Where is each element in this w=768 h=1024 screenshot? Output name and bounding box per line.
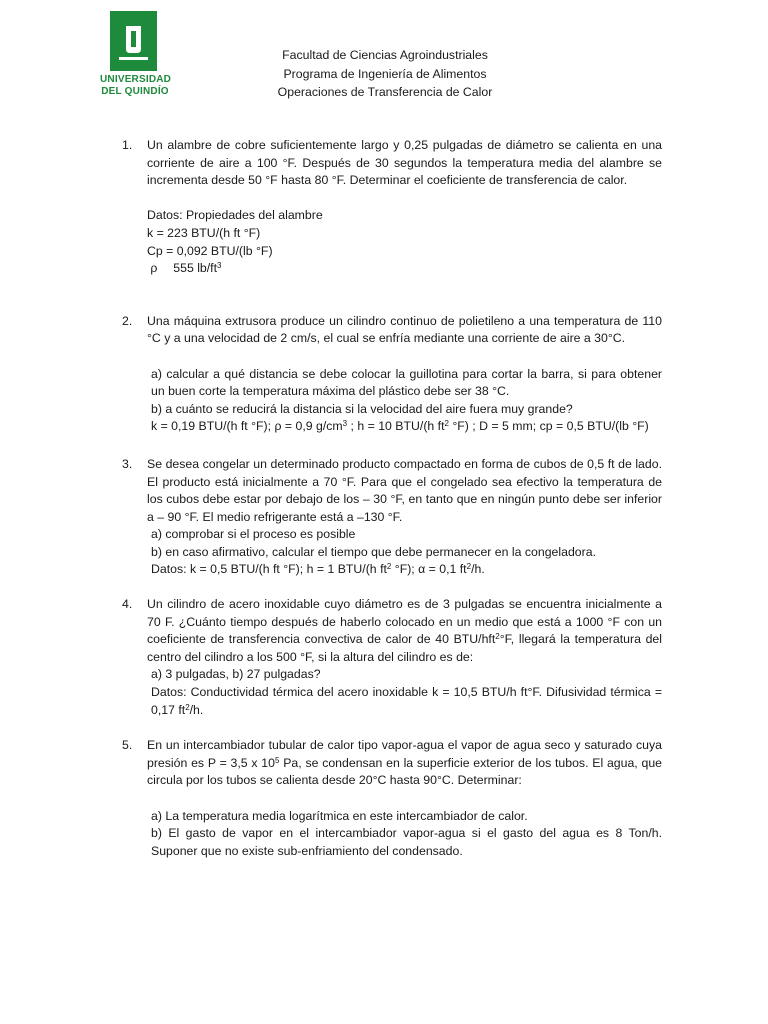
problem-statement: Un alambre de cobre suficientemente largo y 0,25 pulgadas de diámetro se calienta en una corriente de aire a 100 °F. Después de 30 segundos la temperatura media del alambre se incrementa desde 50 °F hasta 80 °F. Determinar el coeficiente de transferencia de calor. <box>147 138 662 188</box>
problem-list <box>122 137 662 860</box>
density-value: 555 lb/ft <box>173 261 218 276</box>
density-exponent: 3 <box>217 261 222 271</box>
program-name: Programa de Ingeniería de Alimentos <box>283 66 487 81</box>
part-a: a) La temperatura media logarítmica en este intercambiador de calor. <box>151 808 528 823</box>
faculty-name: Facultad de Ciencias Agroindustriales <box>282 48 488 62</box>
data-density <box>147 260 662 278</box>
problem-number: 1. <box>122 138 133 152</box>
course-name: Operaciones de Transferencia de Calor <box>277 85 493 99</box>
problem-number: 2. <box>122 313 133 328</box>
problem-2 <box>122 313 662 436</box>
problem-number: 4. <box>122 597 133 612</box>
problem-statement: Se desea congelar un determinado producto compactado en forma de cubos de 0,5 ft de lado. El producto está inicialmente a 70 °F. Para que el congelado sea efectivo la temperatura de los cubos debe estar por debajo de los – 30 °F, en tanto que en ningún punto debe ser inferior a – 90 °F. El medio refrigerante está a –130 °F. <box>147 456 662 524</box>
problem-number: 3. <box>122 456 133 471</box>
problem-statement: En un intercambiador tubular de calor tipo vapor-agua el vapor de agua seco y saturado cuya presión es P = 3,5 x $10^5$ Pa, se condensan en la superficie exterior de los tubos. El agua, que circula por los tubos se calienta desde 20°C hasta 90°C. Determinar: <box>147 738 663 788</box>
data-conductivity: k = 223 BTU/(h ft °F) <box>147 225 261 240</box>
logo-text-line1: UNIVERSIDAD <box>100 74 172 85</box>
part-b: b) a cuánto se reducirá la distancia si la velocidad del aire fuera muy grande? <box>151 401 573 416</box>
problem-statement: Un cilindro de acero inoxidable cuyo diámetro es de 3 pulgadas se encuentra inicialmente a 70 F. ¿Cuánto tiempo después de haberlo colocado en un medio que está a 1000 °F con un coeficiente de transferencia convectiva de calor de 40 BTU/hft$^2$°F, llegará la temperatura del centro del cilindro a los 500 °F, si la altura del cilindro es de: <box>147 597 662 664</box>
problem-3 <box>122 456 662 579</box>
university-emblem-icon <box>110 11 157 71</box>
problem-statement: Una máquina extrusora produce un cilindro continuo de polietileno a una temperatura de 110 °C y a una velocidad de 2 cm/s, el cual se enfría mediante una corriente de aire a 30°C. <box>147 313 662 346</box>
problem-number: 5. <box>122 738 133 753</box>
data-heading: Datos: Propiedades del alambre <box>147 208 323 223</box>
document-header <box>230 46 540 102</box>
problem-data: Datos: Conductividad térmica del acero inoxidable k = 10,5 BTU/h ft°F. Difusividad térmica = 0,17 $ft^2/h$. <box>151 685 662 717</box>
problem-1 <box>122 137 662 278</box>
problem-data: k = 0,19 BTU/(h ft °F); ρ = 0,9 $g/cm^3$ ; h = 10 BTU/(h $ft^2$ °F) ; D = 5 mm; cp = 0,5 BTU/(lb °F) <box>151 419 649 434</box>
part-a: a) calcular a qué distancia se debe colocar la guillotina para cortar la barra, si para obtener un buen corte la temperatura máxima del plástico debe ser 38 °C. <box>151 366 662 399</box>
problem-5 <box>122 737 662 860</box>
part-b: b) en caso afirmativo, calcular el tiempo que debe permanecer en la congeladora. <box>151 544 596 559</box>
part-a: a) comprobar si el proceso es posible <box>151 527 356 542</box>
university-logo <box>100 10 170 100</box>
problem-data: Datos: k = 0,5 BTU/(h ft °F); h = 1 BTU/(h $ft^2$ °F); α = 0,1 $ft^2/h$. <box>151 562 485 577</box>
data-specific-heat: Cp = 0,092 BTU/(lb °F) <box>147 243 273 258</box>
part-b: b) El gasto de vapor en el intercambiador vapor-agua si el gasto del agua es 8 Ton/h. Suponer que no existe sub-enfriamiento del condensado. <box>151 826 662 858</box>
parts-ab: a) 3 pulgadas, b) 27 pulgadas? <box>151 667 321 682</box>
logo-text-line2: DEL QUINDÍO <box>101 86 169 97</box>
rho-symbol: ρ <box>150 261 158 276</box>
problem-4 <box>122 596 662 719</box>
